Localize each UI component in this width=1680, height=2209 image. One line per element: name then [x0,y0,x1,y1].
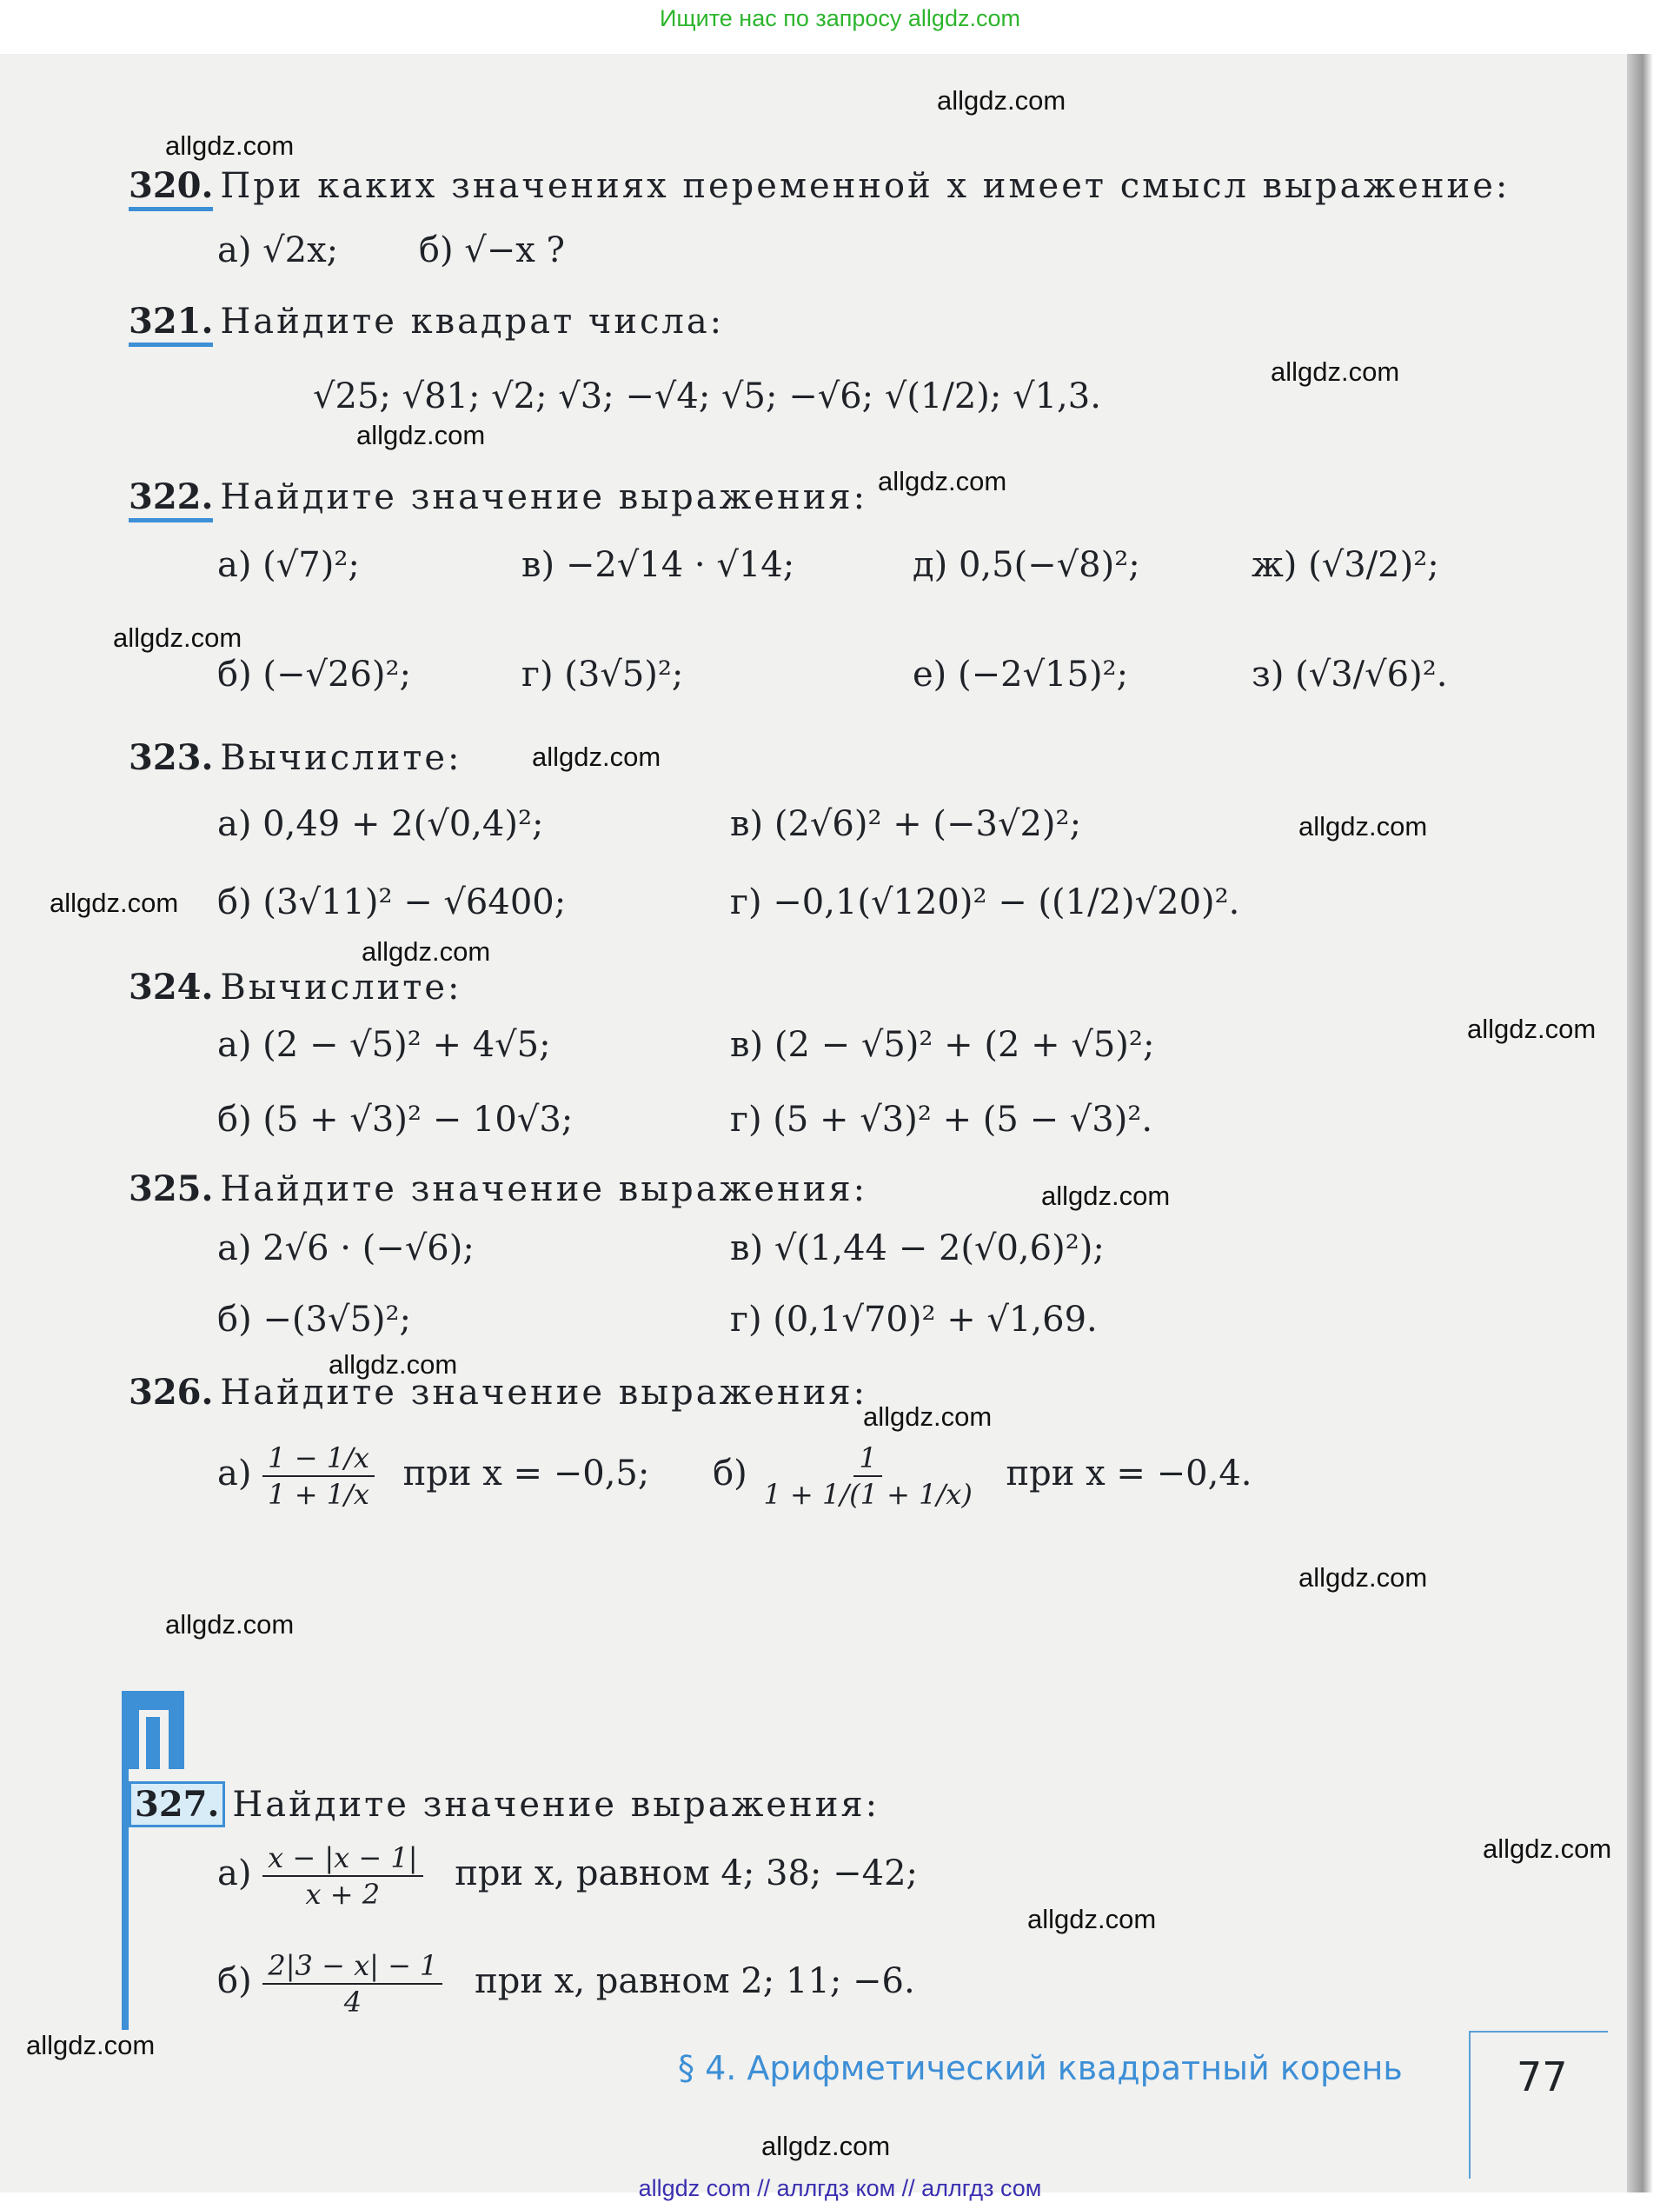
exercise-326-items [217,1426,1252,1521]
item-b-label: б) [713,1454,747,1494]
item-z: з) (√3/√6)². [1252,655,1448,695]
denominator: x + 2 [305,1878,381,1911]
watermark: allgdz.com [878,466,1007,496]
footer-divider [1469,2031,1471,2179]
exercise-title: Вычислите: [220,738,462,778]
bottom-watermark[interactable]: allgdz com // аллгдз ком // аллгдз сом [638,2175,1042,2201]
exercise-number: 323. [129,737,214,778]
exercise-number: 321. [129,301,213,347]
condition-b: при x, равном 2; 11; −6. [475,1961,915,2001]
item-a: а) (√7)²; [217,545,360,585]
watermark: allgdz.com [113,622,242,653]
item-b: б) (3√11)² − √6400; [217,882,567,922]
item-b: б) −(3√5)²; [217,1300,412,1340]
exercise-323-heading [129,737,462,779]
watermark: allgdz.com [532,742,661,772]
item-b: б) (5 + √3)² − 10√3; [217,1100,574,1140]
exercise-327-item-a [217,1834,918,1913]
item-v: в) (2 − √5)² + (2 + √5)²; [730,1025,1155,1065]
watermark: allgdz.com [362,936,491,967]
watermark: allgdz.com [1271,356,1400,387]
exercise-325-heading [129,1168,867,1210]
watermark: allgdz.com [863,1401,993,1432]
exercise-327-item-b [217,1942,915,2020]
watermark: allgdz.com [1041,1181,1171,1211]
item-v: в) √(1,44 − 2(√0,6)²); [730,1228,1105,1268]
exercise-number: 327. [129,1781,225,1827]
numerator: 1 − 1/x [262,1441,375,1477]
number-list: √25; √81; √2; √3; −√4; √5; −√6; √(1/2); √1,3. [313,376,1101,416]
numerator: x − |x − 1| [262,1840,422,1877]
fraction-b [262,1948,442,2019]
watermark: allgdz.com [165,130,295,161]
item-a: а) 2√6 · (−√6); [217,1228,475,1268]
item-b: б) (−√26)²; [217,655,412,695]
item-a-label: а) [217,1853,252,1893]
watermark: allgdz.com [1027,1904,1157,1934]
watermark: allgdz.com [937,85,1066,116]
item-v: в) −2√14 · √14; [521,545,795,585]
watermark: allgdz.com [329,1349,458,1380]
denominator: 1 + 1/x [268,1478,369,1511]
exercise-324-heading [129,967,462,1008]
exercise-326-heading [129,1372,867,1414]
item-a: а) 0,49 + 2(√0,4)²; [217,804,544,844]
p-square-icon [122,1691,184,1769]
exercise-number: 320. [129,165,213,211]
watermark: allgdz.com [26,2030,156,2060]
exercise-number: 324. [129,967,214,1008]
item-g: г) (0,1√70)² + √1,69. [730,1300,1098,1340]
item-e: е) (−2√15)²; [913,655,1129,695]
item-v: в) (2√6)² + (−3√2)²; [730,804,1082,844]
item-d: д) 0,5(−√8)²; [913,545,1140,585]
exercise-320-items [217,230,565,271]
exercise-title: Найдите квадрат числа: [220,302,725,342]
watermark: allgdz.com [356,420,486,450]
fraction-a [262,1840,422,1912]
exercise-title: Вычислите: [220,968,462,1008]
watermark: allgdz.com [1298,1562,1428,1593]
item-b: б) √−x ? [418,230,565,270]
fraction-b [758,1441,977,1512]
exercise-title: Найдите значение выражения: [220,1373,868,1413]
exercise-number: 325. [129,1168,214,1209]
condition-a: при x, равном 4; 38; −42; [455,1853,919,1893]
denominator: 1 + 1/(1 + 1/x) [763,1478,973,1511]
fraction-a [262,1441,375,1512]
watermark: allgdz.com [1467,1014,1597,1044]
item-zh: ж) (√3/2)²; [1252,545,1439,585]
denominator: 4 [343,1986,362,2019]
exercise-322-heading [129,476,867,518]
exercise-320-heading [129,165,1510,207]
exercise-321-list [313,376,1101,417]
footer-divider [1469,2031,1608,2033]
watermark: allgdz.com [761,2131,891,2161]
page-edge-shadow [1627,54,1653,2192]
item-a: а) √2x; [217,230,339,270]
exercise-title: При каких значениях переменной x имеет смысл выражение: [220,166,1511,206]
item-g: г) −0,1(√120)² − ((1/2)√20)². [730,882,1240,922]
condition-a: при x = −0,5; [402,1454,650,1494]
exercise-321-heading [129,301,724,343]
watermark: allgdz.com [1298,811,1428,842]
section-title: § 4. Арифметический квадратный корень [678,2049,1403,2087]
watermark: allgdz.com [1483,1833,1612,1864]
watermark: allgdz.com [165,1609,295,1640]
item-a-label: а) [217,1454,252,1494]
exercise-number: 322. [129,476,213,522]
numerator: 2|3 − x| − 1 [262,1948,442,1985]
item-g: г) (5 + √3)² + (5 − √3)². [730,1100,1153,1140]
exercise-title: Найдите значение выражения: [232,1785,880,1825]
condition-b: при x = −0,4. [1006,1454,1252,1494]
item-a: а) (2 − √5)² + 4√5; [217,1025,551,1065]
exercise-327-heading [129,1784,880,1826]
item-b-label: б) [217,1961,252,2001]
item-g: г) (3√5)²; [521,655,684,695]
top-watermark[interactable]: Ищите нас по запросу allgdz.com [660,5,1020,31]
numerator: 1 [853,1441,881,1477]
exercise-title: Найдите значение выражения: [220,1169,868,1209]
exercise-number: 326. [129,1372,214,1413]
exercise-title: Найдите значение выражения: [220,477,868,517]
watermark: allgdz.com [50,888,179,918]
page-number: 77 [1517,2053,1568,2100]
